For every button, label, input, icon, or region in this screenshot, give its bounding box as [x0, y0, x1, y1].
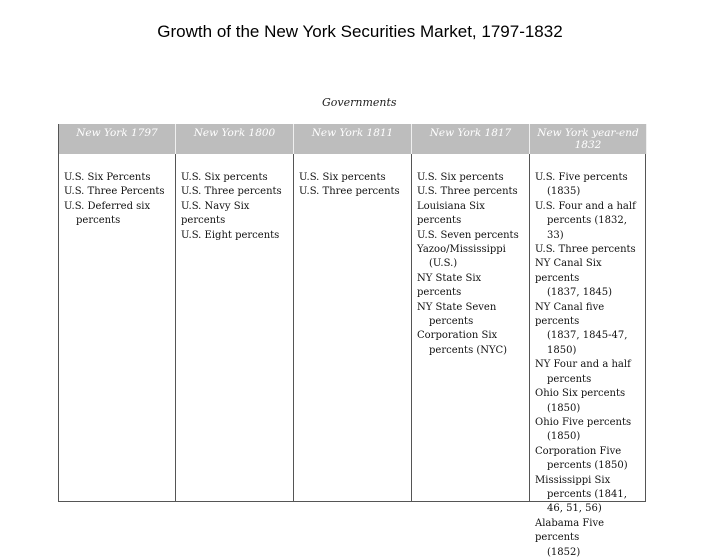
- security-name: Ohio Five percents: [535, 416, 632, 428]
- security-detail: (1837, 1845): [547, 287, 613, 299]
- security-name: Ohio Six percents: [535, 388, 626, 400]
- security-entry: [181, 185, 289, 199]
- security-detail: percents (NYC): [429, 344, 508, 356]
- security-name: Corporation Six: [417, 330, 498, 342]
- column-header-1800: New York 1800: [176, 124, 294, 154]
- security-name: Louisiana Six percents: [417, 200, 485, 227]
- security-name: U.S. Six percents: [417, 172, 504, 183]
- security-entry: [417, 171, 525, 185]
- security-detail: percents: [429, 316, 474, 328]
- security-entry: [535, 243, 643, 257]
- security-name: U.S. Three percents: [181, 186, 282, 198]
- security-name: U.S. Six Percents: [64, 172, 151, 183]
- security-name: U.S. Five percents: [535, 172, 628, 183]
- column-body-1797: [59, 154, 176, 502]
- security-entry: [535, 474, 643, 517]
- security-detail: (1852): [547, 546, 581, 558]
- security-name: NY Canal five percents: [535, 301, 605, 328]
- security-name: Mississippi Six: [535, 474, 611, 486]
- security-name: U.S. Seven percents: [417, 229, 519, 241]
- security-entry: [417, 301, 525, 330]
- security-entry: [64, 185, 171, 199]
- security-name: U.S. Three percents: [535, 244, 636, 256]
- security-entry: [181, 171, 289, 185]
- security-entry: [299, 171, 407, 185]
- security-entry: [535, 301, 643, 359]
- security-detail: percents (1850): [547, 460, 628, 472]
- security-entry: [535, 445, 643, 474]
- security-entry: [181, 200, 289, 229]
- security-entry: [64, 171, 171, 185]
- security-name: Alabama Five percents: [535, 517, 605, 544]
- security-detail: (1837, 1845-47, 1850): [547, 330, 628, 356]
- security-entry: [417, 329, 525, 358]
- security-name: U.S. Four and a half: [535, 200, 636, 212]
- security-name: Yazoo/Mississippi: [417, 244, 506, 256]
- security-name: U.S. Three percents: [299, 186, 400, 198]
- security-entry: [535, 416, 643, 445]
- column-body-1800: [176, 154, 294, 502]
- security-name: U.S. Six percents: [299, 172, 386, 183]
- security-detail: (1850): [547, 431, 581, 443]
- security-detail: (1850): [547, 402, 581, 414]
- security-name: NY State Six percents: [417, 272, 482, 299]
- slide-title: Growth of the New York Securities Market, 1797-1832: [157, 22, 563, 41]
- security-entry: [535, 358, 643, 387]
- security-name: U.S. Deferred six: [64, 200, 151, 212]
- security-name: NY State Seven: [417, 301, 497, 313]
- security-detail: percents: [547, 373, 592, 385]
- security-entry: [64, 200, 171, 229]
- security-entry: [417, 185, 525, 199]
- column-body-1811: [294, 154, 412, 502]
- security-entry: [535, 387, 643, 416]
- security-detail: percents (1832, 33): [547, 215, 627, 241]
- security-entry: [417, 272, 525, 301]
- column-header-1811: New York 1811: [294, 124, 412, 154]
- security-entry: [535, 257, 643, 300]
- section-caption: Governments: [322, 96, 397, 109]
- security-detail: percents (1841, 46, 51, 56): [547, 488, 627, 515]
- security-detail: percents: [76, 215, 121, 227]
- security-name: Corporation Five: [535, 445, 622, 457]
- security-entry: [181, 229, 289, 243]
- security-name: NY Four and a half: [535, 359, 631, 371]
- security-entry: [417, 229, 525, 243]
- security-entry: [417, 243, 525, 272]
- column-header-1817: New York 1817: [412, 124, 530, 154]
- column-header-1832: New York year-end 1832: [530, 124, 647, 154]
- security-detail: (1835): [547, 186, 581, 198]
- security-name: U.S. Eight percents: [181, 229, 280, 241]
- column-header-1797: New York 1797: [59, 124, 176, 154]
- securities-table: [58, 124, 646, 558]
- security-entry: [535, 517, 643, 560]
- security-name: U.S. Three Percents: [64, 186, 165, 198]
- column-body-1817: [412, 154, 530, 502]
- security-name: U.S. Navy Six percents: [181, 200, 250, 227]
- security-detail: (U.S.): [429, 258, 458, 270]
- column-body-1832: [530, 154, 647, 558]
- security-entry: [535, 171, 643, 200]
- security-name: U.S. Three percents: [417, 186, 518, 198]
- security-name: U.S. Six percents: [181, 172, 268, 183]
- security-entry: [417, 200, 525, 229]
- security-name: NY Canal Six percents: [535, 258, 602, 284]
- security-entry: [535, 200, 643, 243]
- security-entry: [299, 185, 407, 199]
